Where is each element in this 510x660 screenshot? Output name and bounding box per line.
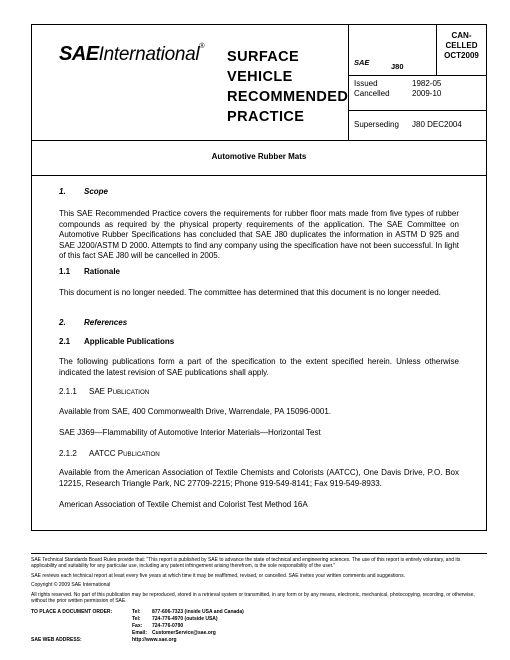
subsection-number: 2.1.2	[59, 449, 77, 458]
tel-outside: 724-776-4970 (outside USA)	[152, 616, 218, 622]
aatcc-reference-item: American Association of Textile Chemist and Colorist Test Method 16A	[59, 500, 308, 509]
section-number: 2.	[59, 318, 66, 327]
document-type-line: RECOMMENDED	[227, 89, 349, 105]
tel-label: Tel:	[132, 609, 141, 615]
cancelled-value: 2009-10	[412, 89, 442, 98]
cancelled-badge	[437, 31, 486, 61]
logo-trademark: ®	[199, 43, 205, 50]
section-number: 2.1	[59, 337, 71, 346]
subsection-number: 2.1.1	[59, 387, 77, 396]
document-type-line: VEHICLE	[227, 69, 293, 85]
tel-inside: 877-606-7323 (inside USA and Canada)	[152, 609, 244, 615]
subsection-heading-aatcc	[59, 449, 160, 461]
tel-label: Tel:	[132, 616, 141, 622]
footer-divider	[31, 553, 487, 554]
sae-reference-item: SAE J369—Flammability of Automotive Interior Materials—Horizontal Test	[59, 428, 321, 437]
footer-rights: All rights reserved. No part of this publication may be reproduced, stored in a retrieval system or transmitted, in any form or by any means, electronic, mechanical, photocopying, recording, or otherwise, without the prior written permission of SAE.	[31, 592, 475, 604]
sae-availability: Available from SAE, 400 Commonwealth Drive, Warrendale, PA 15096-0001.	[59, 407, 331, 416]
document-number: J80	[391, 62, 404, 71]
web-link[interactable]: http://www.sae.org	[132, 637, 177, 643]
scope-paragraph: This SAE Recommended Practice covers the requirements for rubber floor mats made from five types of rubber compounds as required by the physical property requirements of the application. The SAE Committee on Automotive Rubber Specifications has concluded that SAE J80 duplicates the information in ASTM D 925 and SAE J200/ASTM D 2000. Attempts to find any company using the specification have not been successful. In light of this fact SAE J80 will be cancelled in 2005.	[59, 209, 459, 260]
logo-sae-text: SAE	[59, 43, 99, 65]
header-divider	[349, 110, 486, 111]
section-heading-references	[59, 318, 127, 329]
header-divider	[349, 75, 486, 76]
document-type-line: PRACTICE	[227, 109, 305, 125]
aatcc-availability: Available from the American Association of Textile Chemists and Colorists (AATCC), One Davis Drive, P.O. Box 12215, Research Triangle Park, NC 27709-2215; Phone 919-549-8141; Fax 919-549-8933.	[59, 468, 459, 488]
section-heading-rationale	[59, 267, 120, 278]
header-block	[32, 25, 486, 141]
title-row	[32, 141, 486, 176]
section-title: Rationale	[84, 267, 121, 276]
section-title: Applicable Publications	[84, 337, 175, 346]
section-number: 1.	[59, 187, 66, 196]
subsection-heading-sae	[59, 387, 149, 399]
cancelled-label: Cancelled	[354, 89, 390, 98]
fax-number: 724-776-0790	[152, 623, 184, 629]
cancelled-badge-line: CAN-	[451, 31, 472, 40]
section-heading-applicable	[59, 337, 174, 348]
cancelled-badge-line: CELLED	[445, 41, 478, 50]
cancelled-badge-line: OCT2009	[444, 51, 479, 60]
section-title: References	[84, 318, 128, 327]
sae-mini-logo: SAE	[354, 58, 370, 67]
section-number: 1.1	[59, 267, 71, 276]
subsection-title: SAE P	[89, 387, 113, 396]
footer-review: SAE reviews each technical report at least every five years at which time it may be reaffirmed, revised, or cancelled. SAE invites your written comments and suggestions.	[31, 573, 405, 579]
order-label: TO PLACE A DOCUMENT ORDER:	[31, 609, 113, 615]
header-divider	[348, 25, 349, 140]
applicable-paragraph: The following publications form a part of the specification to the extent specified herein. Unless otherwise indicated the latest revision of SAE publications shall apply.	[59, 357, 459, 377]
subsection-title: AATCC P	[89, 449, 124, 458]
subsection-title-rest: UBLICATION	[123, 451, 160, 458]
document-title: Automotive Rubber Mats	[211, 152, 307, 161]
fax-label: Fax:	[132, 623, 143, 629]
document-type	[227, 47, 347, 127]
footer-copyright: Copyright © 2009 SAE International	[31, 582, 111, 588]
email-label: Email:	[132, 630, 148, 636]
logo-international-text: International	[98, 44, 200, 65]
section-title: Scope	[84, 187, 109, 196]
superseding-value: J80 DEC2004	[412, 120, 462, 129]
web-label: SAE WEB ADDRESS:	[31, 637, 82, 643]
email-link[interactable]: CustomerService@sae.org	[152, 630, 216, 636]
footer-disclaimer: SAE Technical Standards Board Rules provide that: “This report is published by SAE to advance the state of technical and engineering sciences. The use of this report is entirely voluntary, and its applicability and suitability for any particular use, including any patent infringement arising therefrom, is the sole responsibility of the user.”	[31, 557, 461, 569]
superseding-label: Superseding	[354, 120, 399, 129]
issued-value: 1982-05	[412, 79, 442, 88]
subsection-title-rest: UBLICATION	[112, 389, 150, 396]
rationale-paragraph: This document is no longer needed. The committee has determined that this document is no longer needed.	[59, 288, 441, 297]
issued-label: Issued	[354, 79, 378, 88]
document-type-line: SURFACE	[227, 49, 300, 65]
section-heading-scope	[59, 187, 108, 198]
sae-international-logo	[59, 43, 204, 67]
